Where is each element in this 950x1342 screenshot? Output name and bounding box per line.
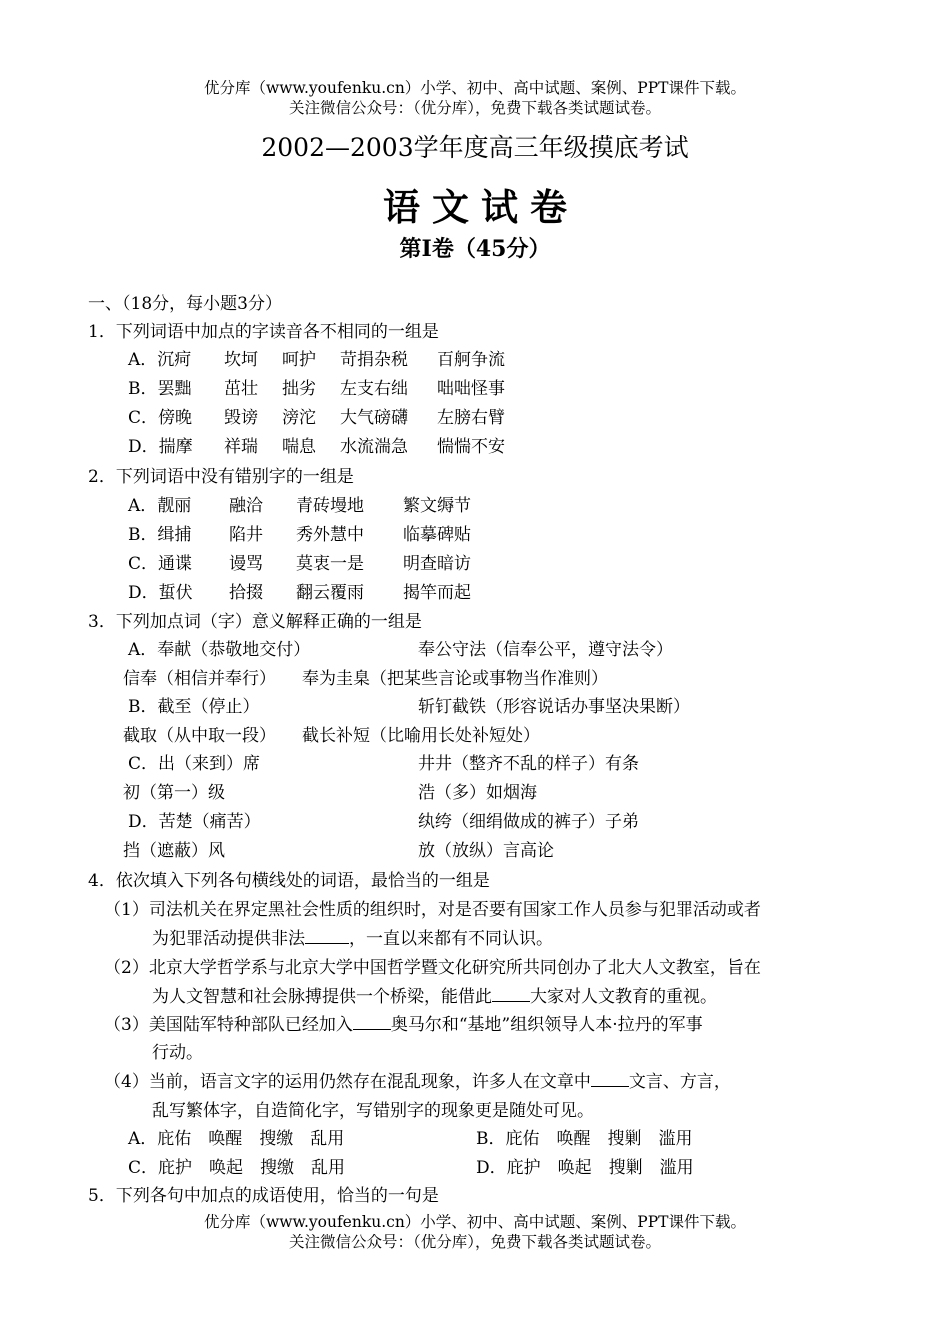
q3-b-item-4: 截长补短（比喻用长处补短处） bbox=[302, 726, 540, 746]
blank-2 bbox=[492, 987, 530, 1002]
q5-stem: 5．下列各句中加点的成语使用，恰当的一句是 bbox=[88, 1186, 439, 1206]
exam-title: 2002—2003学年度高三年级摸底考试 bbox=[261, 133, 689, 162]
q3-d-item-3: 挡（遮蔽）风 bbox=[123, 841, 225, 861]
q3-b-item-2: 斩钉截铁（形容说话办事坚决果断） bbox=[418, 697, 690, 717]
header-line-2: 关注微信公众号：（优分库），免费下载各类试题试卷。 bbox=[288, 99, 661, 117]
q4-sentence-2b: 为人文智慧和社会脉搏提供一个桥梁，能借此 大家对人文教育的重视。 bbox=[152, 987, 717, 1007]
q4-sentence-2a: （2）北京大学哲学系与北京大学中国哲学暨文化研究所共同创办了北大人文教室，旨在 bbox=[104, 958, 761, 978]
q1-option-c: C．傍晚 毁谤 滂沱 大气磅礴 左膀右臂 bbox=[128, 408, 505, 428]
q4-sentence-4a: （4）当前，语言文字的运用仍然存在混乱现象，许多人在文章中 文言、方言， bbox=[104, 1072, 731, 1092]
q4-option-b: B．庇佑 唤醒 搜剿 滥用 bbox=[476, 1129, 693, 1149]
blank-1 bbox=[305, 929, 349, 944]
q4-sentence-1a: （1）司法机关在界定黑社会性质的组织时，对是否要有国家工作人员参与犯罪活动或者 bbox=[104, 900, 761, 920]
q4-stem: 4．依次填入下列各句横线处的词语，最恰当的一组是 bbox=[88, 871, 490, 891]
q3-c-item-1: C．出（来到）席 bbox=[128, 754, 261, 774]
blank-4 bbox=[591, 1072, 629, 1087]
q2-option-d: D．蜇伏 拾掇 翻云覆雨 揭竿而起 bbox=[128, 583, 471, 603]
q2-option-c: C．通谍 谩骂 莫衷一是 明查暗访 bbox=[128, 554, 471, 574]
q1-option-b: B．罢黜 茁壮 拙劣 左支右绌 咄咄怪事 bbox=[128, 379, 505, 399]
q3-d-item-4: 放（放纵）言高论 bbox=[418, 841, 554, 861]
footer-line-1: 优分库（www.youfenku.cn）小学、初中、高中试题、案例、PPT课件下载。 bbox=[203, 1213, 747, 1231]
footer-line-2: 关注微信公众号：（优分库），免费下载各类试题试卷。 bbox=[288, 1233, 661, 1251]
q4-option-a: A．庇佑 唤醒 搜缴 乱用 bbox=[128, 1129, 345, 1149]
q1-option-a: A．沉疴 坎坷 呵护 苛捐杂税 百舸争流 bbox=[128, 350, 505, 370]
q3-b-item-3: 截取（从中取一段） bbox=[123, 726, 276, 746]
q3-a-item-3: 信奉（相信并奉行） bbox=[123, 669, 276, 689]
q4-option-d: D．庇护 唤起 搜剿 滥用 bbox=[476, 1158, 694, 1178]
q2-option-b: B．缉捕 陷井 秀外慧中 临摹碑贴 bbox=[128, 525, 471, 545]
q4-sentence-4b: 乱写繁体字，自造简化字，写错别字的现象更是随处可见。 bbox=[152, 1101, 594, 1121]
q4-sentence-3a: （3）美国陆军特种部队已经加入 奥马尔和“基地”组织领导人本·拉丹的军事 bbox=[104, 1015, 703, 1035]
q2-option-a: A．靓丽 融洽 青砖墁地 繁文缛节 bbox=[128, 496, 471, 516]
q3-d-item-2: 纨绔（细绢做成的裤子）子弟 bbox=[418, 812, 639, 832]
q3-c-item-4: 浩（多）如烟海 bbox=[418, 783, 537, 803]
part-title: 第Ⅰ卷（45分） bbox=[399, 236, 551, 262]
q4-sentence-3b: 行动。 bbox=[152, 1043, 203, 1063]
q3-a-item-2: 奉公守法（信奉公平，遵守法令） bbox=[418, 640, 673, 660]
q3-stem: 3．下列加点词（字）意义解释正确的一组是 bbox=[88, 612, 422, 632]
q3-a-item-4: 奉为圭臬（把某些言论或事物当作准则） bbox=[302, 669, 608, 689]
header-line-1: 优分库（www.youfenku.cn）小学、初中、高中试题、案例、PPT课件下载。 bbox=[203, 79, 747, 97]
q1-option-d: D．揣摩 祥瑞 喘息 水流湍急 惴惴不安 bbox=[128, 437, 505, 457]
blank-3 bbox=[353, 1015, 391, 1030]
q3-c-item-2: 井井（整齐不乱的样子）有条 bbox=[418, 754, 639, 774]
section-heading: 一、（18分，每小题3分） bbox=[88, 294, 282, 314]
q4-sentence-1b: 为犯罪活动提供非法 ，一直以来都有不同认识。 bbox=[152, 929, 553, 949]
q3-d-item-1: D．苦楚（痛苦） bbox=[128, 812, 261, 832]
q3-a-item-1: A．奉献（恭敬地交付） bbox=[128, 640, 311, 660]
q1-stem: 1．下列词语中加点的字读音各不相同的一组是 bbox=[88, 322, 439, 342]
q4-option-c: C．庇护 唤起 搜缴 乱用 bbox=[128, 1158, 346, 1178]
q2-stem: 2．下列词语中没有错别字的一组是 bbox=[88, 467, 354, 487]
q3-b-item-1: B．截至（停止） bbox=[128, 697, 260, 717]
subject-title: 语文试卷 bbox=[383, 185, 579, 229]
q3-c-item-3: 初（第一）级 bbox=[123, 783, 225, 803]
